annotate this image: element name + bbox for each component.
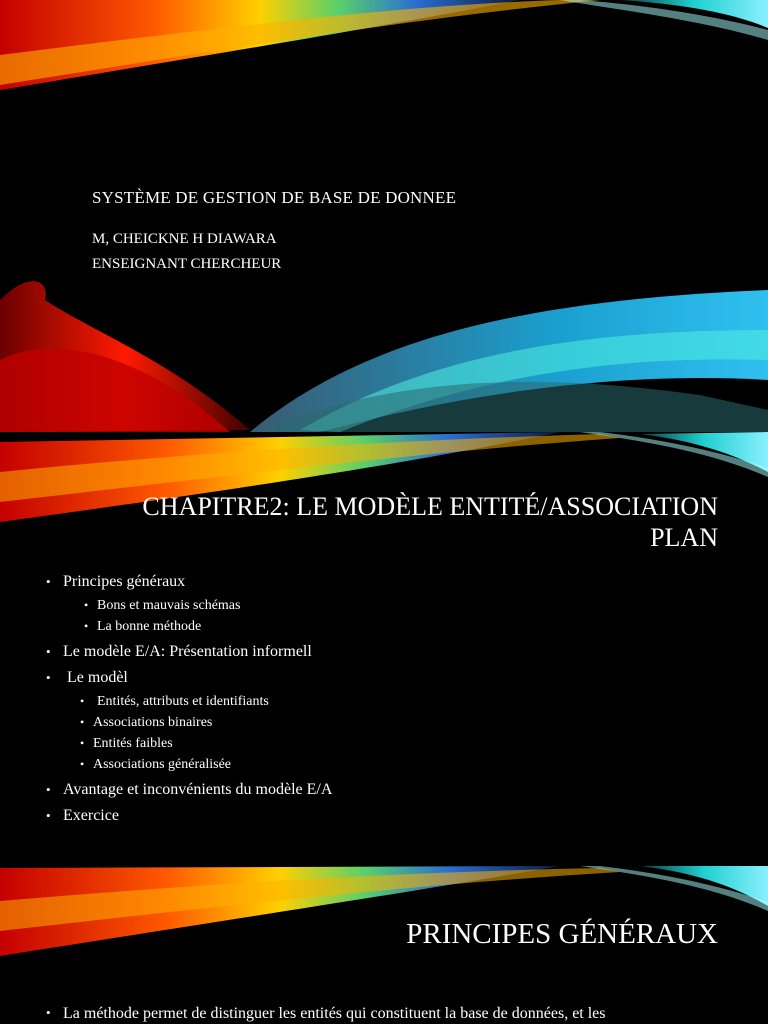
list-item-label: Exercice xyxy=(63,807,119,824)
chapter-title-line2: PLAN xyxy=(650,523,718,552)
chapter-title xyxy=(142,491,718,553)
sub-list-item: • Bons et mauvais schémas xyxy=(97,595,332,616)
section-body-text: • La méthode permet de distinguer les entités qui constituent la base de données, et les xyxy=(46,1005,606,1023)
list-item-label: Principes généraux xyxy=(63,573,186,590)
list-item xyxy=(46,667,332,775)
presentation-title: SYSTÈME DE GESTION DE BASE DE DONNEE xyxy=(92,188,457,207)
list-item xyxy=(46,779,332,801)
sub-list-item: • Associations binaires xyxy=(93,712,332,733)
list-item xyxy=(46,805,332,827)
sub-list-item: • Associations généralisée xyxy=(93,754,332,775)
list-item-label: Le modèle E/A: Présentation informell xyxy=(63,643,312,660)
author-role: ENSEIGNANT CHERCHEUR xyxy=(92,256,282,272)
list-item-label: Le modèl xyxy=(63,669,128,686)
abstract-swoosh-graphic xyxy=(0,0,768,432)
list-item-label: Avantage et inconvénients du modèle E/A xyxy=(63,781,333,798)
slide-title xyxy=(0,0,768,432)
plan-list xyxy=(46,571,332,831)
list-item xyxy=(46,571,332,637)
chapter-title-line1: CHAPITRE2: LE MODÈLE ENTITÉ/ASSOCIATION xyxy=(142,492,718,521)
section-title: PRINCIPES GÉNÉRAUX xyxy=(406,918,718,950)
sub-list-item: • La bonne méthode xyxy=(97,616,332,637)
sub-list-item: • Entités faibles xyxy=(93,733,332,754)
author-name: M, CHEICKNE H DIAWARA xyxy=(92,231,277,247)
list-item xyxy=(46,641,332,663)
sub-list-item: • Entités, attributs et identifiants xyxy=(93,691,332,712)
